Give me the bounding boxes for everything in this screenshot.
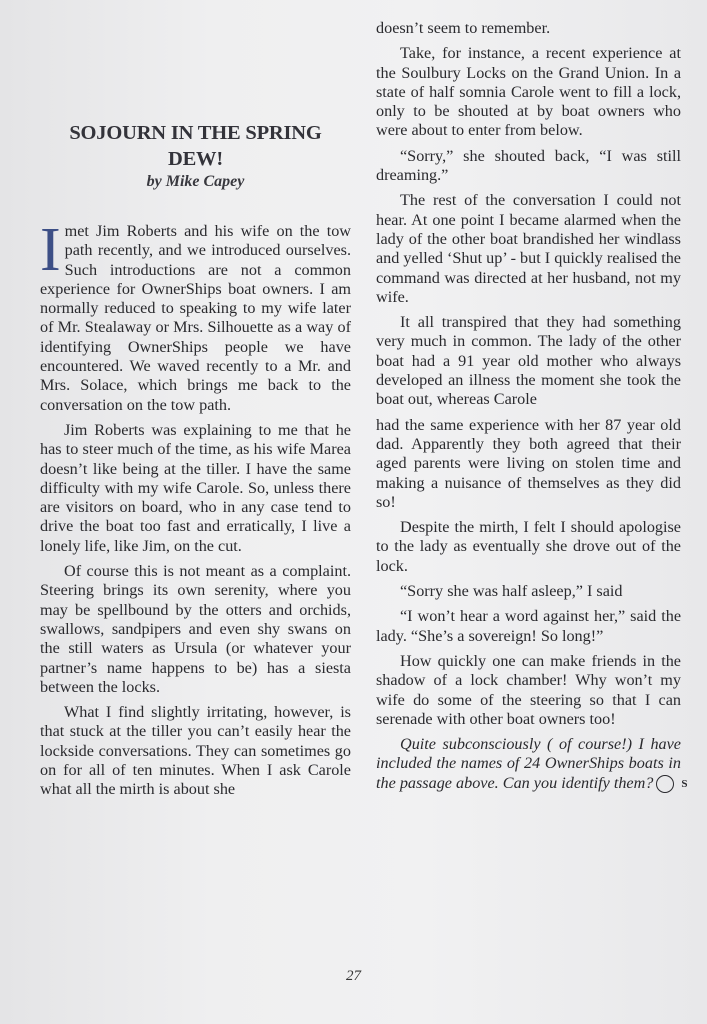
drop-cap: I [40,216,61,284]
right-column [376,19,688,799]
page-number: 27 [346,968,361,984]
paragraph-3: Of course this is not meant as a complaint. Steering brings its own serenity, where you may be spellbound by the otters and orchids, swallows, sandpipers and even shy swans on the still waters as Ursula (or whatever your partner’s name happens to be) has a siesta between the locks. [40,562,351,696]
paragraph-2: Jim Roberts was explaining to me that he has to steer much of the time, as his wife Marea doesn’t like being at the tiller. I have the same difficulty with my wife Carole. So, unless there are visitors on board, who in any case tend to drive the boat too fast and erratically, I live a lonely life, like Jim, on the cut. [40,420,351,555]
paragraph-11: “Sorry she was half asleep,” I said [400,582,623,601]
ownerships-logo-icon: S [656,775,674,793]
paragraph-8: It all transpired that they had something very much in common. The lady of the other boat had a 91 year old mother who always developed an illness the moment she took the boat out, whereas Carole [376,313,681,409]
paragraph-continuation: doesn’t seem to remember. [376,19,551,37]
paragraph-4: What I find slightly irritating, however, is that stuck at the tiller you can’t easily hear the lockside conversations. They can sometimes go on for all of ten minutes. When I ask Carole what all the mirth is about she [40,703,351,799]
paragraph-7: The rest of the conversation I could not hear. At one point I became alarmed when the lady of the other boat brandished her windlass and yelled ‘Shut up’ - but I quickly realised the command was directed at her husband, not my wife. [376,191,681,306]
editor-note [376,735,688,793]
article-title [40,120,351,172]
editor-note-text: Quite subconsciously ( of course!) I have included the names of 24 OwnerShips boats in the passage above. Can you identify them? [376,735,681,792]
paragraph-6: “Sorry,” she shouted back, “I was still dreaming.” [376,146,681,185]
title-line-2: DEW! [167,148,223,170]
paragraph-1-text: met Jim Roberts and his wife on the tow path recently, and we introduced ourselves. Such introductions are not a common experience for OwnerShips boat owners. I am normally reduced to speaking to my wife later of Mr. Stealaway or Mrs. Silhouette as a way of identifying OwnerShips people we have encountered. We waved recently to a Mr. and Mrs. Solace, which brings me back to the conversation on the tow path. [40,222,351,414]
paragraph-13: How quickly one can make friends in the shadow of a lock chamber! Why won’t my wife do some of the steering so that I can serenade with other boat owners too! [376,651,681,728]
paragraph-10: Despite the mirth, I felt I should apologise to the lady as eventually she drove out of the lock. [376,518,681,575]
paragraph-12: “I won’t hear a word against her,” said the lady. “She’s a sovereign! So long!” [376,607,681,645]
left-column [40,216,351,806]
paragraph-9: had the same experience with her 87 year old dad. Apparently they both agreed that their aged parents were living on stolen time and making a nuisance of themselves as they did so! [376,415,681,511]
paragraph-5: Take, for instance, a recent experience at the Soulbury Locks on the Grand Union. In a state of half somnia Carole went to fill a lock, only to be shouted at by boat owners who were about to enter from below. [376,44,681,140]
paragraph-1 [40,216,351,415]
title-line-1: SOJOURN IN THE SPRING [69,122,322,144]
article-byline: by Mike Capey [146,173,245,190]
